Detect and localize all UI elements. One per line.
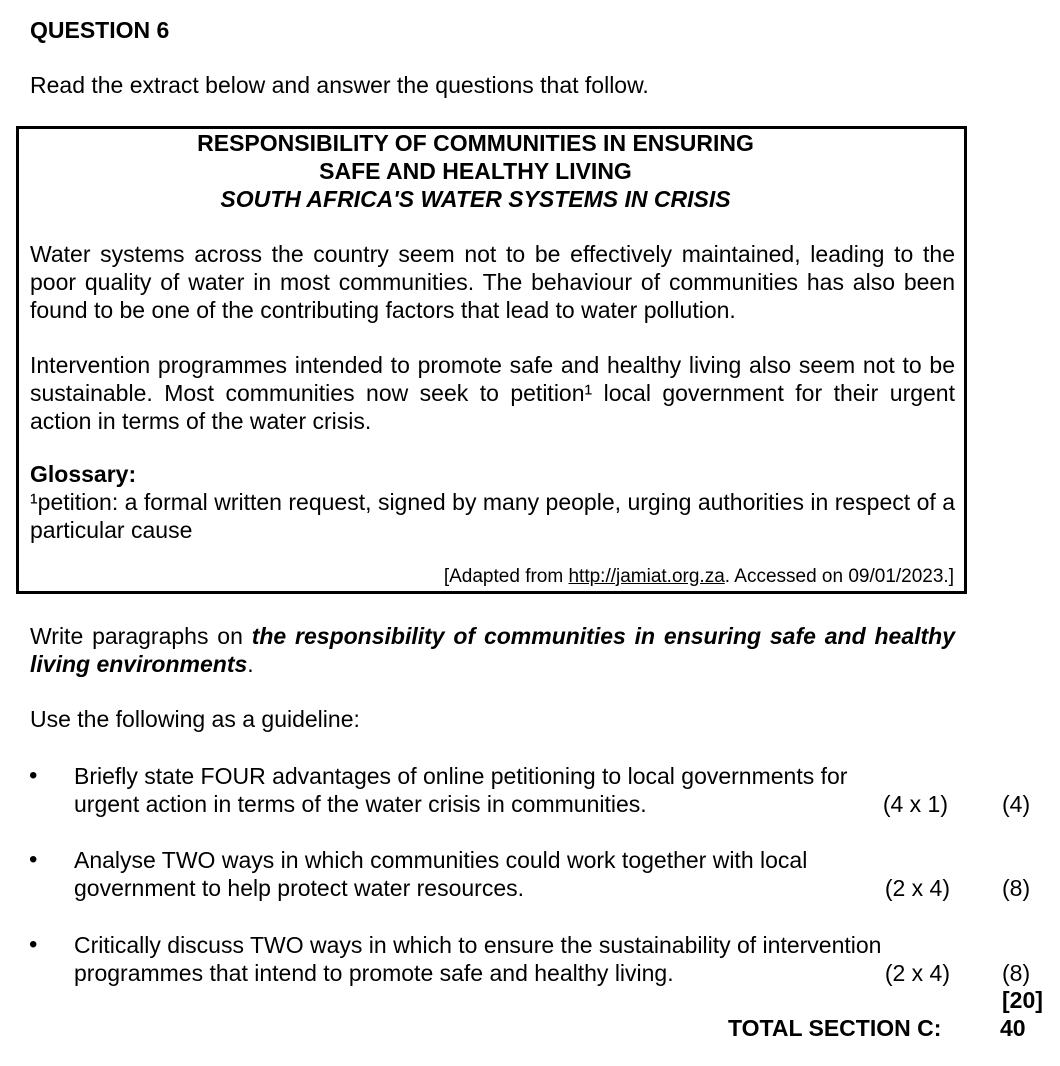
source-prefix: [Adapted from: [443, 566, 569, 587]
glossary-heading: Glossary:: [30, 461, 137, 487]
question-title: QUESTION 6: [30, 17, 170, 43]
source-suffix: . Accessed on 09/01/2023.]: [724, 566, 954, 587]
bullet-2-line1: Analyse TWO ways in which communities could work together with local: [74, 847, 808, 873]
bullet-1-marks: (4): [1002, 791, 1031, 817]
section-total-value: 40: [1000, 1015, 1026, 1041]
bullet-3-line2: programmes that intend to promote safe and healthy living.: [74, 960, 674, 986]
bullet-2-allocation: (2 x 4): [884, 875, 950, 901]
bullet-3-line1: Critically discuss TWO ways in which to ensure the sustainability of intervention: [74, 932, 882, 958]
bullet-2-line2: government to help protect water resources.: [74, 875, 525, 901]
question-total: [20]: [1002, 987, 1043, 1013]
bullet-icon: •: [29, 931, 38, 958]
bullet-1-allocation: (4 x 1): [882, 791, 948, 817]
task-suffix: .: [247, 651, 254, 677]
bullet-icon: •: [29, 846, 38, 873]
bullet-icon: •: [29, 762, 38, 789]
task-emphasis: the responsibility of communities in ensuring safe and healthy living environments: [30, 623, 956, 677]
extract-paragraph-2: Intervention programmes intended to promote safe and healthy living also seem not to be sustainable. Most communities now seek to petition¹ local government for their urgent action in terms of the water crisis.: [30, 352, 955, 434]
extract-subheading: SOUTH AFRICA'S WATER SYSTEMS IN CRISIS: [220, 186, 731, 212]
source-citation: [444, 566, 954, 588]
instruction-text: Read the extract below and answer the questions that follow.: [30, 72, 649, 98]
glossary-text: ¹petition: a formal written request, signed by many people, urging authorities in respect of a particular cause: [30, 489, 955, 543]
bullet-1-line1: Briefly state FOUR advantages of online petitioning to local governments for: [74, 763, 848, 789]
extract-heading-line2: SAFE AND HEALTHY LIVING: [319, 158, 632, 184]
extract-paragraph-1: Water systems across the country seem not to be effectively maintained, leading to the poor quality of water in most communities. The behaviour of communities has also been found to be one of the contributing factors that lead to water pollution.: [30, 241, 955, 323]
task-prefix: Write paragraphs on: [30, 623, 252, 649]
source-link[interactable]: http://jamiat.org.za: [568, 566, 725, 587]
bullet-3-marks: (8): [1002, 960, 1031, 986]
extract-heading-line1: RESPONSIBILITY OF COMMUNITIES IN ENSURING: [197, 130, 754, 156]
task-instruction: [30, 622, 955, 678]
bullet-2-marks: (8): [1002, 875, 1031, 901]
bullet-3-allocation: (2 x 4): [884, 960, 950, 986]
bullet-1-line2: urgent action in terms of the water crisis in communities.: [74, 791, 647, 817]
guideline-intro: Use the following as a guideline:: [30, 706, 360, 732]
section-total-label: TOTAL SECTION C:: [728, 1015, 942, 1041]
